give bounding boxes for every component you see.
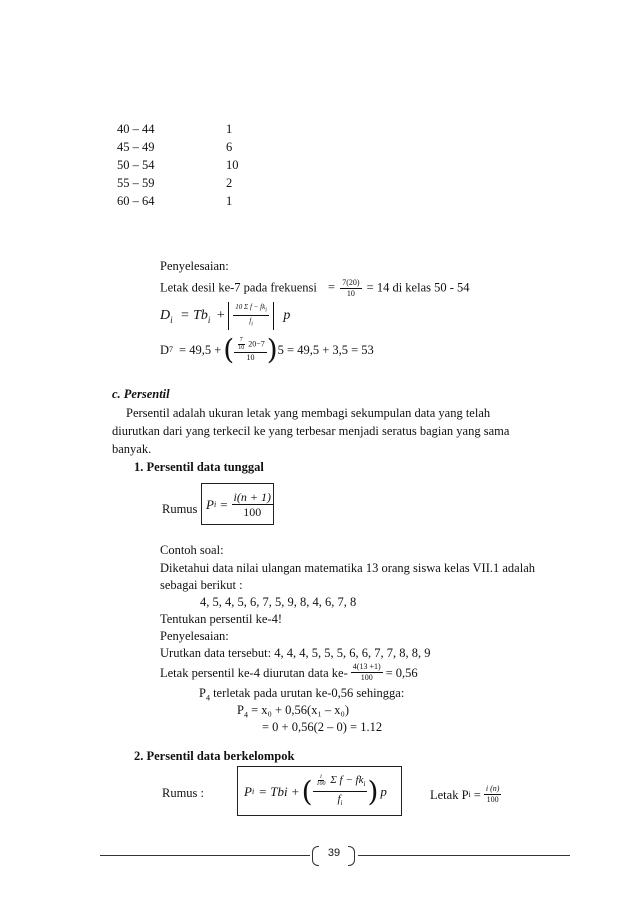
formula2-den	[335, 792, 344, 810]
desil-letak-prefix: Letak desil ke-7 pada frekuensi	[160, 280, 317, 295]
d7-num	[234, 337, 267, 353]
small-den: 100	[316, 780, 326, 787]
letak2-line	[430, 784, 501, 805]
eq-sign: =	[220, 496, 228, 512]
formula-fraction	[232, 490, 273, 519]
d7-label: D	[160, 343, 170, 357]
urutkan-line: Urutkan data tersebut: 4, 4, 4, 5, 5, 5, 6, 6, 7, 7, 8, 8, 9	[160, 646, 431, 660]
formula-plus: +	[216, 308, 225, 324]
formula-sub: i	[251, 787, 255, 797]
formula-bracket	[228, 302, 274, 330]
inner-den-text: f	[249, 317, 252, 326]
formula-inner-fraction	[233, 302, 269, 330]
formula2-small-fraction	[315, 774, 328, 787]
letak-prefix: Letak persentil ke-4 diurutan data ke-	[160, 665, 348, 680]
desil-formula	[160, 302, 290, 330]
inner-num-sub: i	[265, 307, 267, 314]
paragraph-line: Persentil adalah ukuran letak yang membagi sekumpulan data yang telah	[126, 406, 491, 420]
formula-sub: i	[170, 314, 173, 325]
fraction-numerator: i(n + 1)	[233, 490, 271, 504]
eq-sign: =	[473, 787, 481, 802]
d7-num-text: 20−7	[248, 339, 265, 349]
footer-rule-left	[100, 855, 310, 856]
fraction-numerator: 7(20)	[342, 278, 360, 287]
fraction-numerator: 4(13 +1)	[352, 662, 381, 671]
left-paren: (	[301, 774, 313, 808]
letak-suffix: = 0,56	[385, 665, 418, 680]
inner-den	[247, 316, 255, 329]
paragraph-line: banyak.	[112, 442, 152, 456]
interval-cell: 60 – 64	[117, 194, 155, 208]
rumus2-label: Rumus :	[162, 786, 205, 800]
left-paren: (	[223, 333, 235, 366]
paragraph-line: diurutkan dari yang terkecil ke yang terbesar menjadi seratus bagian yang sama	[112, 424, 510, 438]
formula-lhs: P	[244, 783, 252, 799]
letak-fraction	[351, 662, 383, 683]
formula-p: p	[380, 783, 387, 799]
persentil-formula	[206, 490, 273, 519]
formula-sub: i	[213, 500, 217, 509]
formula-lhs: D	[160, 308, 171, 324]
freq-cell: 6	[226, 140, 233, 154]
letak2-sub: i	[468, 789, 471, 799]
inner-den-sub: i	[251, 321, 253, 328]
freq-cell: 1	[226, 194, 233, 208]
table-row	[117, 121, 155, 137]
inner-num-text: 10 Σ f − fk	[235, 303, 266, 311]
letak2-fraction	[484, 784, 502, 805]
interval-cell: 40 – 44	[117, 122, 155, 136]
freq-cell: 1	[226, 122, 233, 136]
footer-left-bracket	[312, 846, 319, 866]
data-line: 4, 5, 4, 5, 6, 7, 5, 9, 8, 4, 6, 7, 8	[200, 595, 357, 609]
formula2-num	[313, 773, 368, 792]
d7-eq: = 49,5 +	[179, 343, 222, 357]
eq-sign: =	[328, 280, 336, 295]
d7-small-num: 7	[239, 337, 243, 343]
footer-right-bracket	[348, 846, 355, 866]
rumus-label: Rumus	[162, 502, 198, 516]
subheading-berkelompok: 2. Persentil data berkelompok	[134, 749, 295, 763]
formula-lhs: P	[206, 496, 214, 512]
calc1-text: = x₀ + 0,56(x₁ – x₀)	[251, 703, 350, 717]
letak-line	[160, 662, 418, 683]
tentukan-line: Tentukan persentil ke-4!	[160, 612, 282, 626]
formula2-num-text: Σ f − fk	[330, 774, 364, 786]
d7-fraction	[234, 337, 267, 363]
formula2-num-sub: i	[363, 780, 366, 789]
p4-label: P	[237, 703, 244, 717]
letak2-prefix: Letak P	[430, 787, 469, 802]
d7-calculation	[160, 333, 374, 366]
footer-rule-right	[358, 855, 570, 856]
formula-rhs-sub: i	[207, 314, 211, 325]
page-number: 39	[327, 847, 341, 859]
d7-den: 10	[246, 353, 255, 362]
calc-line: = 0 + 0,56(2 – 0) = 1.12	[262, 720, 383, 734]
right-paren: )	[367, 774, 379, 808]
p4-label: P	[199, 686, 206, 700]
p4-sub: 4	[205, 693, 210, 703]
formula-rhs: = Tbi +	[258, 783, 300, 799]
formula-rhs: = Tb	[180, 308, 208, 324]
freq-cell: 2	[226, 176, 233, 190]
small-num: i	[320, 773, 322, 780]
desil-letak-suffix: = 14 di kelas 50 - 54	[366, 280, 470, 295]
penyelesaian-label: Penyelesaian:	[160, 629, 229, 643]
contoh-label: Contoh soal:	[160, 543, 224, 557]
right-paren: )	[266, 333, 278, 366]
fraction-numerator: i (n)	[485, 784, 500, 793]
desil-penyelesaian: Penyelesaian:	[160, 259, 229, 273]
p4-sub: 4	[243, 710, 248, 720]
fraction-denominator: 100	[243, 505, 262, 519]
persentil-group-formula	[244, 773, 387, 810]
desil-letak-line	[160, 278, 470, 299]
freq-cell: 10	[226, 158, 239, 172]
interval-cell: 55 – 59	[117, 176, 155, 190]
formula2-den-sub: i	[340, 799, 343, 808]
p4-text: terletak pada urutan ke-0,56 sehingga:	[213, 686, 405, 700]
inner-num	[233, 302, 269, 316]
fraction-denominator: 100	[486, 795, 499, 804]
soal-line: sebagai berikut :	[160, 578, 243, 592]
fraction-denominator: 100	[360, 673, 373, 682]
subheading-tunggal: 1. Persentil data tunggal	[134, 460, 264, 474]
d7-sub: 7	[169, 345, 174, 354]
formula2-den-text: f	[337, 793, 341, 806]
interval-cell: 50 – 54	[117, 158, 155, 172]
d7-small-fraction	[236, 337, 246, 352]
formula-p: p	[283, 308, 291, 324]
section-heading: c. Persentil	[112, 387, 170, 401]
formula2-fraction	[313, 773, 368, 810]
fraction-denominator: 10	[346, 289, 355, 298]
d7-result: 5 = 49,5 + 3,5 = 53	[277, 343, 374, 357]
interval-cell: 45 – 49	[117, 140, 155, 154]
desil-fraction	[340, 278, 361, 299]
soal-line: Diketahui data nilai ulangan matematika 13 orang siswa kelas VII.1 adalah	[160, 561, 535, 575]
d7-small-den: 10	[238, 345, 245, 351]
